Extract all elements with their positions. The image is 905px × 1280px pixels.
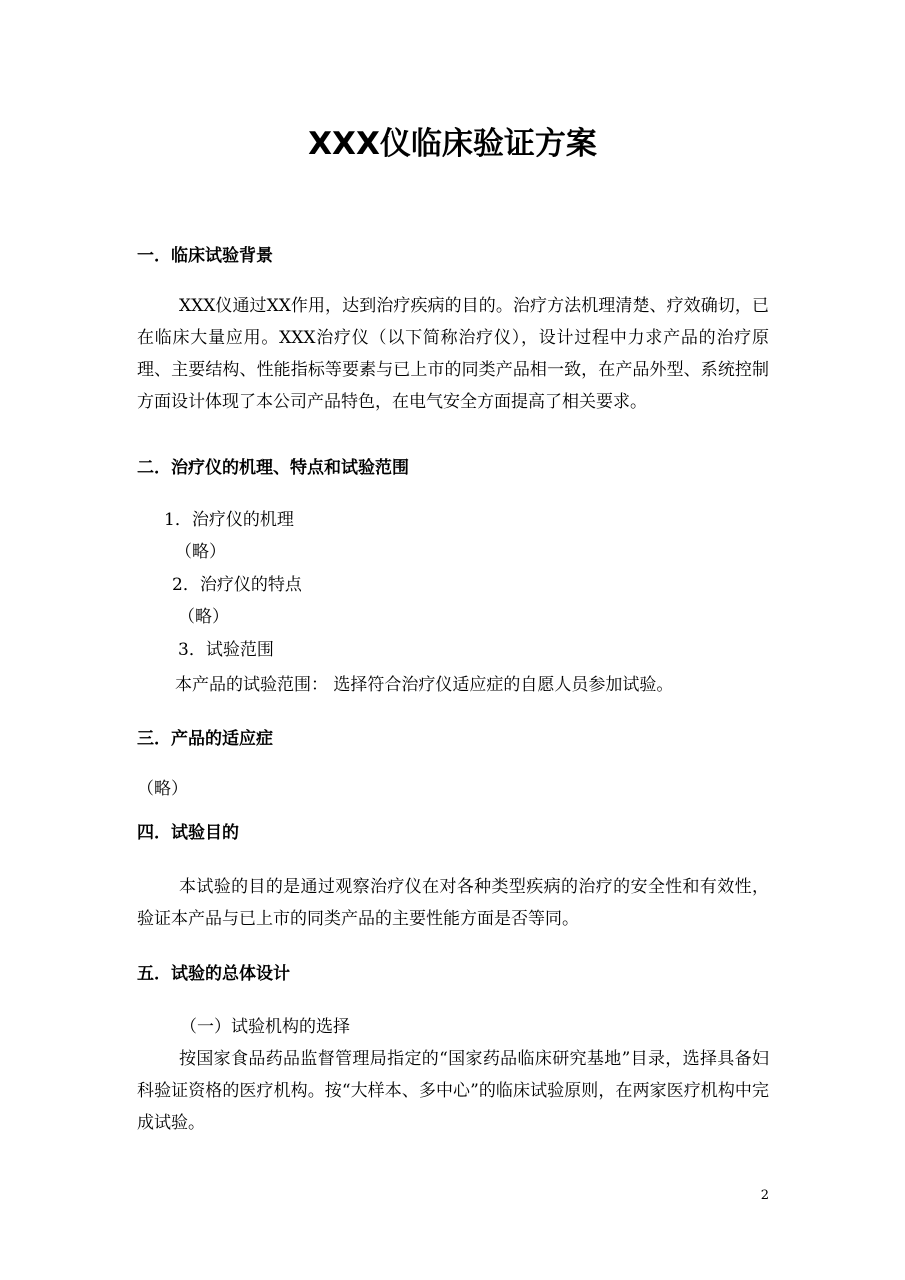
section-heading-indications: 三．产品的适应症: [137, 729, 273, 749]
section-heading-background: 一．临床试验背景: [137, 246, 273, 266]
page-number: 2: [760, 1188, 769, 1203]
section-heading-design: 五．试验的总体设计: [137, 964, 290, 984]
note-omitted: （略）: [175, 542, 226, 562]
section-paragraph-background: XXX仪通过XX作用，达到治疗疾病的目的。治疗方法机理清楚、疗效确切，已在临床大量应用。XXX治疗仪（以下简称治疗仪），设计过程中力求产品的治疗原理、主要结构、性能指标等要素与已上市的同类产品相一致，在产品外型、系统控制方面设计体现了本公司产品特色，在电气安全方面提高了相关要求。: [137, 296, 769, 412]
note-omitted: （略）: [178, 607, 229, 627]
section-paragraph-purpose: 本试验的目的是通过观察治疗仪在对各种类型疾病的治疗的安全性和有效性，验证本产品与已上市的同类产品的主要性能方面是否等同。: [137, 877, 769, 929]
note-omitted: （略）: [137, 779, 188, 799]
subsection-heading-institution: （一）试验机构的选择: [180, 1017, 350, 1037]
section-paragraph-institution: 按国家食品药品监督管理局指定的“国家药品临床研究基地”目录，选择具备妇科验证资格的医疗机构。按“大样本、多中心”的临床试验原则，在两家医疗机构中完成试验。: [137, 1049, 769, 1133]
list-item-scope: 3．试验范围: [178, 640, 274, 660]
list-item-features: 2．治疗仪的特点: [172, 575, 302, 595]
document-title: XXX仪临床验证方案: [308, 126, 597, 162]
section-heading-mechanism: 二．治疗仪的机理、特点和试验范围: [137, 458, 409, 478]
list-item-mechanism: 1．治疗仪的机理: [164, 510, 294, 530]
scope-text: 本产品的试验范围： 选择符合治疗仪适应症的自愿人员参加试验。: [175, 675, 674, 695]
section-heading-purpose: 四．试验目的: [137, 823, 239, 843]
